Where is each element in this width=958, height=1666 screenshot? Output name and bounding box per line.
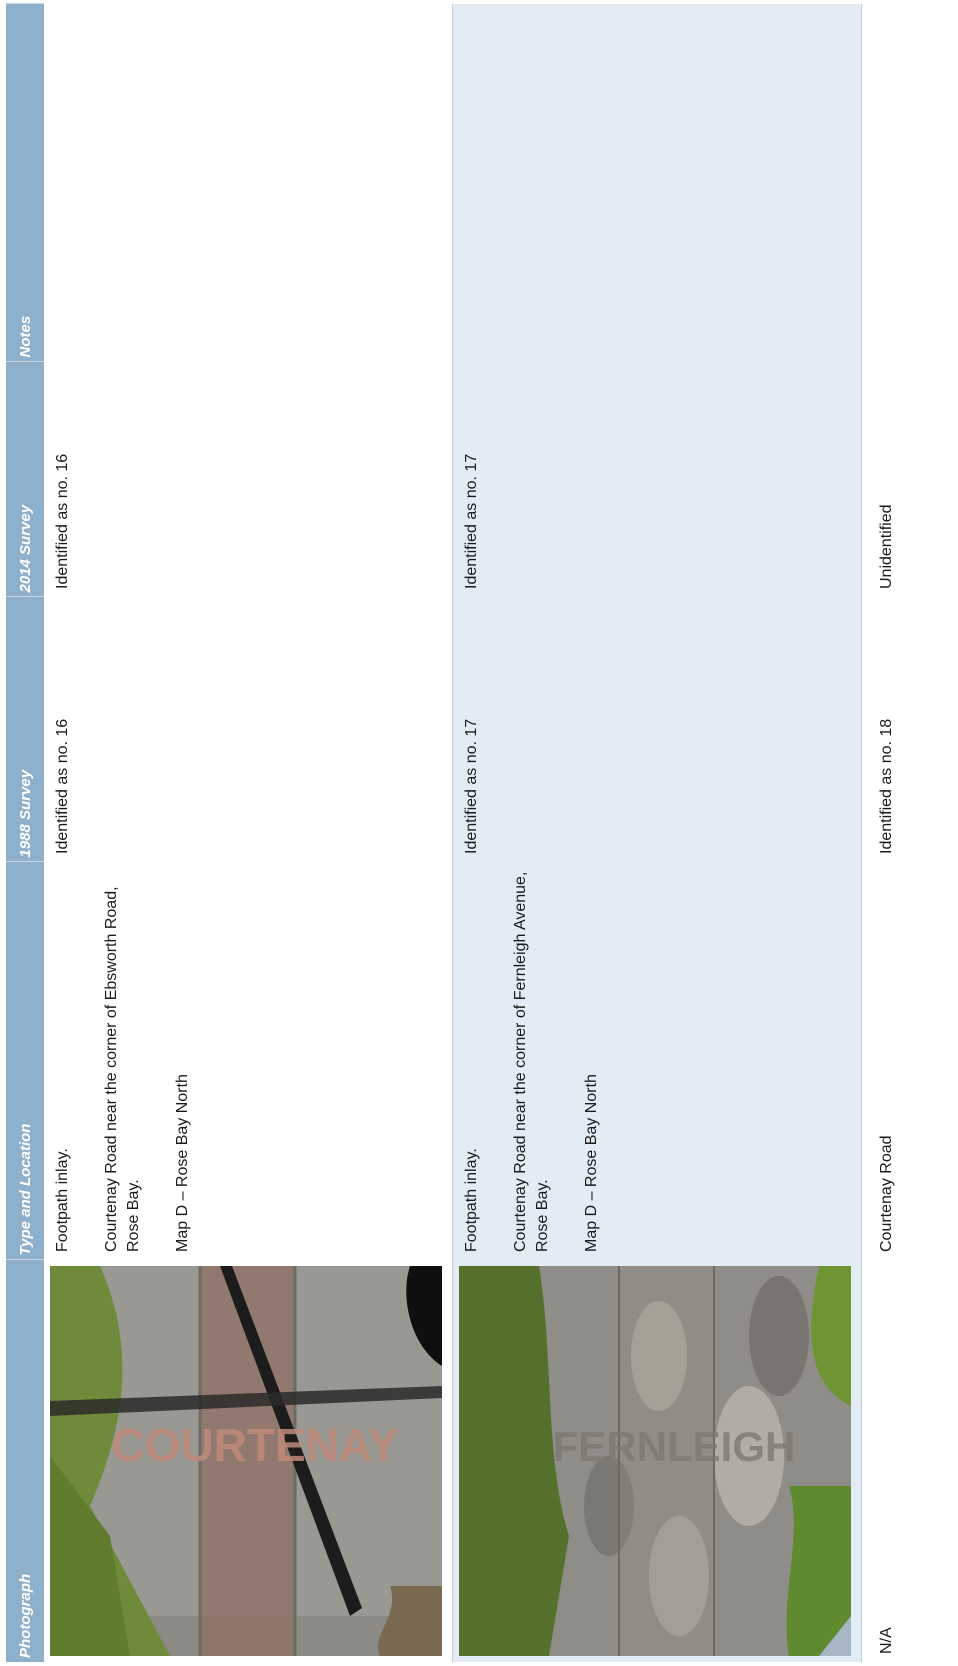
survey-table <box>6 4 958 1663</box>
survey-1988-cell: Identified as no. 17 <box>453 597 862 862</box>
footpath-inlay-photo-fernleigh <box>459 1266 851 1656</box>
photo-cell <box>453 1260 862 1662</box>
notes-cell <box>453 4 862 362</box>
map-reference: Map D – Rose Bay North <box>583 1074 600 1252</box>
table-row <box>862 4 958 1662</box>
table-row <box>44 4 453 1662</box>
survey-2014-cell: Identified as no. 16 <box>44 362 453 597</box>
notes-cell <box>862 4 958 362</box>
inlay-lettering: FERNLEIGH <box>552 1423 796 1470</box>
header-photograph: Photograph <box>6 1260 44 1662</box>
header-2014-survey: 2014 Survey <box>6 362 44 597</box>
photo-cell <box>44 1260 453 1662</box>
type-location-cell: Courtenay Road <box>862 862 958 1260</box>
type-text: Footpath inlay. <box>54 1148 71 1252</box>
type-location-cell <box>44 862 453 1260</box>
type-location-cell <box>453 862 862 1260</box>
location-text: Courtenay Road near the corner of Fernleigh Avenue, Rose Bay. <box>512 871 551 1252</box>
location-text: Courtenay Road near the corner of Ebsworth Road, Rose Bay. <box>103 886 142 1252</box>
header-type-location: Type and Location <box>6 862 44 1260</box>
survey-2014-cell: Identified as no. 17 <box>453 362 862 597</box>
photo-cell: N/A <box>862 1260 958 1662</box>
header-1988-survey: 1988 Survey <box>6 597 44 862</box>
table-row <box>453 4 862 1662</box>
survey-1988-cell: Identified as no. 16 <box>44 597 453 862</box>
footpath-inlay-photo-courtenay <box>50 1266 442 1656</box>
table-header-row <box>6 4 44 1662</box>
type-text: Footpath inlay. <box>463 1148 480 1252</box>
notes-cell <box>44 4 453 362</box>
survey-1988-cell: Identified as no. 18 <box>862 597 958 862</box>
inlay-lettering: COURTENAY <box>111 1419 399 1471</box>
survey-2014-cell: Unidentified <box>862 362 958 597</box>
map-reference: Map D – Rose Bay North <box>174 1074 191 1252</box>
header-notes: Notes <box>6 4 44 362</box>
